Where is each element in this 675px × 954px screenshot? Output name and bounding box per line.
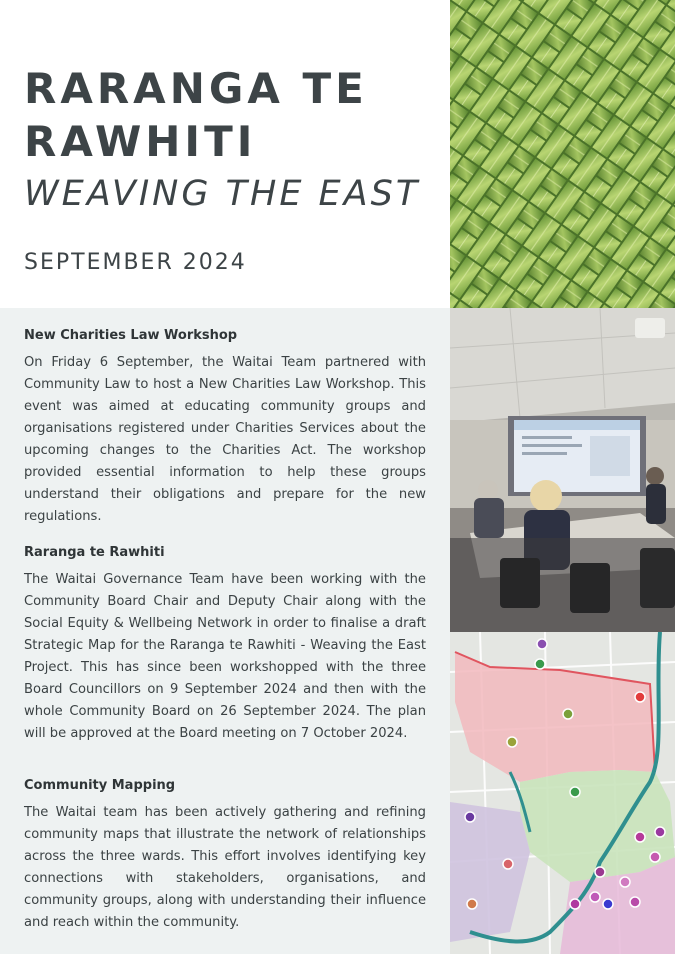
section-body: On Friday 6 September, the Waitai Team partnered with Community Law to host a New Charities Law Workshop. This event was aimed at educating community groups and organisations registered under Charities Services about the upcoming changes to the Charities Act. The workshop provided essential information to help these groups understand their obligations and prepare for the new regulations. [24, 355, 426, 524]
section-community-mapping [24, 776, 426, 934]
section-body: The Waitai Governance Team have been working with the Community Board Chair and Deputy Chair along with the Social Equity & Wellbeing Network in order to finalise a draft Strategic Map for the Raranga te Rawhiti - Weaving the East Project. This has since been workshopped with the three Board Councillors on 9 September 2024 and then with the whole Community Board on 26 September 2024. The plan will be approved at the Board meeting on 7 October 2024. [24, 572, 426, 741]
section-body: The Waitai team has been actively gathering and refining community maps that illustrate the network of relationships across the three wards. This effort involves identifying key connections with stakeholders, organisations, and community groups, along with understanding their influence and reach within the community. [24, 805, 426, 930]
content-panel [0, 308, 450, 954]
header [0, 0, 450, 308]
page-subtitle: WEAVING THE EAST [24, 174, 421, 214]
page-title [24, 62, 444, 168]
community-map-image [450, 632, 675, 954]
section-charities-workshop [24, 326, 426, 528]
issue-date: SEPTEMBER 2024 [24, 250, 247, 275]
section-heading: Raranga te Rawhiti [24, 545, 165, 560]
section-raranga [24, 543, 426, 745]
section-heading: Community Mapping [24, 778, 176, 793]
woven-flax-image [450, 0, 675, 308]
title-line-1: RARANGA TE [24, 64, 368, 113]
workshop-photo [450, 308, 675, 632]
section-heading: New Charities Law Workshop [24, 328, 238, 343]
title-line-2: RAWHITI [24, 117, 257, 166]
